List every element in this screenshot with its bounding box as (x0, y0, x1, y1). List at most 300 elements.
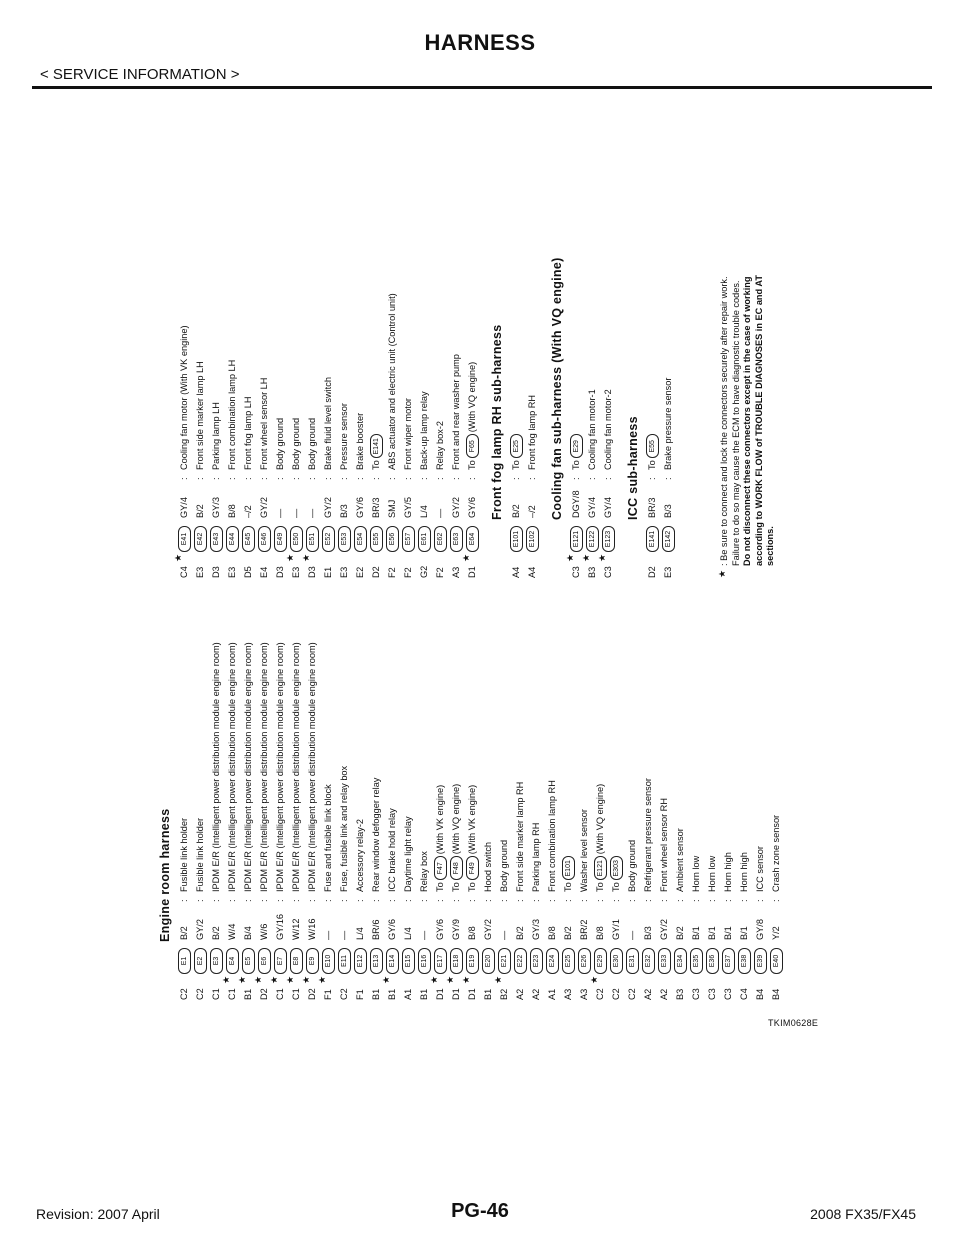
separator-colon: : (755, 899, 765, 902)
star-icon: ★ (589, 975, 599, 984)
connector-row (208, 118, 224, 578)
separator-colon: : (663, 477, 673, 480)
separator-colon: : (531, 899, 541, 902)
connector-color-pins: GY/6 (387, 919, 397, 940)
description-text: Parking lamp RH (531, 822, 541, 892)
connector-row (192, 595, 208, 1000)
section-title-icc: ICC sub-harness (626, 416, 640, 520)
connector-color-pins: BR/2 (579, 919, 589, 940)
separator-colon: : (371, 477, 381, 480)
fog-lamp-rows (508, 118, 540, 578)
connector-description (464, 362, 480, 470)
grid-location: D2 (307, 988, 317, 1000)
connector-row (240, 118, 256, 578)
description-text: Body ground (499, 839, 509, 892)
connector-number-badge: E38 (738, 948, 751, 974)
grid-location: D2 (647, 566, 657, 578)
grid-location: C2 (595, 988, 605, 1000)
separator-colon: : (307, 899, 317, 902)
connector-description (416, 391, 432, 470)
connector-description (432, 421, 448, 470)
connector-color-pins: GY/6 (435, 919, 445, 940)
connector-row (493, 595, 512, 1000)
connector-description (704, 856, 720, 892)
description-text: Horn low (707, 855, 717, 892)
connector-row (432, 118, 448, 578)
description-text: Front combination lamp LH (227, 359, 237, 470)
connector-row (589, 595, 608, 1000)
connector-row (253, 595, 272, 1000)
separator-colon: : (211, 477, 221, 480)
grid-location: E3 (227, 566, 237, 578)
description-text: Relay box-2 (435, 420, 445, 470)
grid-location: C2 (195, 988, 205, 1000)
connector-number-badge: E45 (242, 526, 255, 552)
grid-location: B4 (771, 988, 781, 1000)
connector-color-pins: –/2 (527, 505, 537, 518)
connector-number-badge: E56 (386, 526, 399, 552)
connector-color-pins: Y/2 (771, 926, 781, 940)
separator-colon: : (467, 477, 477, 480)
description-text: Body ground (291, 417, 301, 470)
connector-description (768, 815, 784, 892)
description-text: Fuse, fusible link and relay box (339, 765, 349, 892)
connector-number-badge: E141 (646, 526, 659, 552)
connector-description (624, 840, 640, 892)
connector-description (208, 642, 224, 892)
connector-color-pins: GY/3 (531, 919, 541, 940)
separator-colon: : (275, 899, 285, 902)
description-text: Front and rear washer pump (451, 354, 461, 470)
note-line-5: sections. (765, 526, 775, 566)
connector-color-pins: L/4 (403, 927, 413, 940)
separator-colon: : (387, 899, 397, 902)
connector-row (320, 118, 336, 578)
star-icon: ★ (285, 975, 295, 984)
connector-color-pins: SMJ (387, 499, 397, 518)
grid-location: A4 (527, 566, 537, 578)
connector-description (688, 856, 704, 892)
connector-description (560, 854, 576, 892)
connector-description (528, 823, 544, 892)
description-text: Accessory relay-2 (355, 818, 365, 892)
separator-colon: : (403, 477, 413, 480)
connector-row (445, 595, 464, 1000)
connector-row (656, 595, 672, 1000)
grid-location: D1 (467, 988, 477, 1000)
description-text: Washer level sensor (579, 809, 589, 892)
description-tail: (With VK engine) (467, 784, 477, 855)
separator-colon: : (467, 899, 477, 902)
connector-row (660, 118, 676, 578)
connector-color-pins: –/2 (243, 505, 253, 518)
connector-number-badge: E6 (258, 948, 271, 974)
connector-number-badge: E4 (226, 948, 239, 974)
description-text: Cooling fan motor (With VK engine) (179, 325, 189, 470)
page-title: HARNESS (424, 30, 536, 55)
connector-number-badge: E29 (594, 948, 607, 974)
connector-row (512, 595, 528, 1000)
connector-description (320, 377, 336, 470)
connector-description (304, 642, 320, 892)
connector-row (736, 595, 752, 1000)
note-line-1: : Be sure to connect and lock the connectors securely after repair work. (719, 276, 729, 566)
description-text: Fusible link holder (195, 817, 205, 892)
connector-color-pins: B/2 (195, 504, 205, 518)
connector-number-badge: E1 (178, 948, 191, 974)
description-text: Body ground (275, 417, 285, 470)
description-tail: (With VQ engine) (595, 783, 605, 855)
connector-description (272, 642, 288, 892)
separator-colon: : (723, 899, 733, 902)
description-text: Cooling fan motor-1 (587, 389, 597, 470)
connector-color-pins: — (291, 508, 301, 518)
description-text: Pressure sensor (339, 403, 349, 470)
connector-number-badge: E31 (626, 948, 639, 974)
connector-color-pins: DGY/8 (571, 490, 581, 518)
connector-number-badge: E121 (570, 526, 583, 552)
separator-colon: : (403, 899, 413, 902)
description-text: Refrigerant pressure sensor (643, 778, 653, 892)
connector-description (584, 389, 600, 470)
separator-colon: : (211, 899, 221, 902)
description-text: To (371, 460, 381, 470)
connector-row (336, 595, 352, 1000)
grid-location: C3 (723, 988, 733, 1000)
connector-row (224, 118, 240, 578)
connector-description (656, 798, 672, 892)
connector-color-pins: B/3 (663, 504, 673, 518)
connector-row (640, 595, 656, 1000)
separator-colon: : (435, 899, 445, 902)
connector-number-badge: E53 (338, 526, 351, 552)
star-icon: ★ (253, 975, 263, 984)
connector-description (256, 642, 272, 892)
grid-location: A3 (579, 988, 589, 1000)
connector-number-badge: E23 (530, 948, 543, 974)
connector-number-badge: E10 (322, 948, 335, 974)
connector-row (416, 118, 432, 578)
connector-row (237, 595, 256, 1000)
reference-connector-badge: E101 (562, 856, 575, 880)
grid-location: C2 (339, 988, 349, 1000)
connector-number-badge: E18 (450, 948, 463, 974)
connector-number-badge: E35 (690, 948, 703, 974)
connector-number-badge: E43 (210, 526, 223, 552)
connector-number-badge: E42 (194, 526, 207, 552)
grid-location: B1 (483, 988, 493, 1000)
grid-location: E2 (355, 566, 365, 578)
connector-row (317, 595, 336, 1000)
connector-description (432, 785, 448, 892)
connector-description (368, 432, 384, 470)
separator-colon: : (179, 899, 189, 902)
connector-description (752, 846, 768, 892)
connector-color-pins: BR/3 (647, 497, 657, 518)
connector-color-pins: GY/6 (355, 497, 365, 518)
description-text: Relay box (419, 851, 429, 892)
connector-description (240, 642, 256, 892)
star-icon: ★ (429, 975, 439, 984)
connector-description (644, 432, 660, 470)
connector-description (480, 842, 496, 892)
grid-location: A2 (515, 988, 525, 1000)
section-title-fog-lamp: Front fog lamp RH sub-harness (490, 324, 504, 520)
separator-colon: : (451, 899, 461, 902)
figure-id: TKIM0628E (768, 1018, 819, 1028)
grid-location: D3 (211, 566, 221, 578)
connector-row (352, 595, 368, 1000)
connector-number-badge: E33 (658, 948, 671, 974)
connector-number-badge: E51 (306, 526, 319, 552)
connector-description (576, 809, 592, 892)
connector-number-badge: E41 (178, 526, 191, 552)
grid-location: E3 (291, 566, 301, 578)
separator-colon: : (483, 899, 493, 902)
connector-color-pins: B/8 (595, 926, 605, 940)
connector-color-pins: GY/4 (603, 497, 613, 518)
grid-location: C4 (179, 566, 189, 578)
star-icon: ★ (581, 553, 591, 562)
separator-colon: : (643, 899, 653, 902)
connector-number-badge: E61 (418, 526, 431, 552)
connector-description (272, 418, 288, 470)
grid-location: C3 (707, 988, 717, 1000)
connector-color-pins: — (627, 930, 637, 940)
connector-number-badge: E57 (402, 526, 415, 552)
description-text: IPDM E/R (Intelligent power distribution module engine room) (227, 642, 237, 892)
grid-location: D2 (259, 988, 269, 1000)
description-text: ICC brake hold relay (387, 808, 397, 892)
connector-description (208, 402, 224, 470)
connector-description (336, 766, 352, 892)
connector-description (660, 378, 676, 470)
description-text: To (511, 460, 521, 470)
grid-location: C3 (603, 566, 613, 578)
connector-row (544, 595, 560, 1000)
connector-description (336, 403, 352, 470)
separator-colon: : (611, 899, 621, 902)
connector-row (256, 118, 272, 578)
connector-description (304, 418, 320, 470)
reference-connector-badge: F47 (434, 856, 447, 880)
reference-connector-badge: E303 (610, 856, 623, 880)
reference-connector-badge: E121 (594, 856, 607, 880)
star-icon: ★ (717, 569, 727, 578)
description-text: Front combination lamp RH (547, 780, 557, 892)
connector-number-badge: E122 (586, 526, 599, 552)
separator-colon: : (691, 899, 701, 902)
description-text: IPDM E/R (Intelligent power distribution module engine room) (307, 642, 317, 892)
connector-color-pins: B/3 (643, 926, 653, 940)
connector-color-pins: GY/2 (483, 919, 493, 940)
grid-location: A3 (563, 988, 573, 1000)
connector-number-badge: E26 (578, 948, 591, 974)
connector-color-pins: — (339, 930, 349, 940)
grid-location: F2 (387, 567, 397, 578)
connector-row (368, 118, 384, 578)
separator-colon: : (571, 477, 581, 480)
grid-location: F1 (355, 989, 365, 1000)
separator-colon: : (659, 899, 669, 902)
description-text: Back-up lamp relay (419, 391, 429, 470)
connector-number-badge: E30 (610, 948, 623, 974)
separator-colon: : (419, 899, 429, 902)
connector-number-badge: E39 (754, 948, 767, 974)
connector-row (285, 118, 304, 578)
connector-description (608, 854, 624, 892)
connector-number-badge: E64 (466, 526, 479, 552)
connector-number-badge: E50 (290, 526, 303, 552)
grid-location: G2 (419, 565, 429, 578)
connector-number-badge: E123 (602, 526, 615, 552)
description-tail: (With VQ engine) (451, 783, 461, 855)
description-text: Cooling fan motor-2 (603, 389, 613, 470)
connector-number-badge: E62 (434, 526, 447, 552)
description-text: Front fog lamp LH (243, 396, 253, 470)
connector-description (524, 395, 540, 470)
description-text: Ambient sensor (675, 828, 685, 892)
connector-description (192, 361, 208, 470)
connector-row (461, 595, 480, 1000)
connector-description (384, 293, 400, 470)
column-left (154, 595, 784, 1000)
description-text: Body ground (627, 839, 637, 892)
connector-color-pins: B/1 (707, 926, 717, 940)
description-text: To (467, 460, 477, 470)
connector-color-pins: GY/8 (755, 919, 765, 940)
separator-colon: : (291, 899, 301, 902)
grid-location: C2 (179, 988, 189, 1000)
connector-number-badge: E101 (510, 526, 523, 552)
separator-colon: : (355, 899, 365, 902)
description-text: IPDM E/R (Intelligent power distribution module engine room) (211, 642, 221, 892)
connector-description (176, 325, 192, 470)
separator-colon: : (179, 477, 189, 480)
connector-row (624, 595, 640, 1000)
connector-number-badge: E3 (210, 948, 223, 974)
connector-row (672, 595, 688, 1000)
connector-color-pins: GY/16 (275, 913, 285, 940)
connector-row (720, 595, 736, 1000)
separator-colon: : (435, 477, 445, 480)
description-text: Front wiper motor (403, 398, 413, 470)
grid-location: E1 (323, 566, 333, 578)
connector-color-pins: B/3 (339, 504, 349, 518)
separator-colon: : (291, 477, 301, 480)
separator-colon: : (587, 477, 597, 480)
separator-colon: : (275, 477, 285, 480)
connector-row (704, 595, 720, 1000)
connector-row (480, 595, 496, 1000)
connector-row (176, 595, 192, 1000)
separator-colon: : (627, 899, 637, 902)
connector-row (400, 118, 416, 578)
description-text: Fuse and fusible link block (323, 784, 333, 892)
connector-number-badge: E46 (258, 526, 271, 552)
grid-location: C3 (571, 566, 581, 578)
star-icon: ★ (493, 975, 503, 984)
connector-description (464, 785, 480, 892)
connector-description (368, 778, 384, 892)
separator-colon: : (419, 477, 429, 480)
connector-description (256, 378, 272, 470)
connector-description (352, 819, 368, 892)
connector-number-badge: E102 (526, 526, 539, 552)
connector-number-badge: E8 (290, 948, 303, 974)
footer-model: 2008 FX35/FX45 (810, 1206, 916, 1222)
description-text: Horn high (739, 852, 749, 892)
separator-colon: : (307, 477, 317, 480)
connector-description (352, 413, 368, 470)
connector-number-badge: E11 (338, 948, 351, 974)
connector-number-badge: E9 (306, 948, 319, 974)
connector-row (448, 118, 464, 578)
connector-row (524, 118, 540, 578)
connector-row (581, 118, 600, 578)
reference-connector-badge: F49 (466, 856, 479, 880)
connector-color-pins: B/1 (691, 926, 701, 940)
connector-number-badge: E2 (194, 948, 207, 974)
connector-color-pins: — (307, 508, 317, 518)
description-text: Front fog lamp RH (527, 394, 537, 470)
connector-number-badge: E15 (402, 948, 415, 974)
description-text: To (595, 882, 605, 892)
connector-row (384, 118, 400, 578)
connector-number-badge: E37 (722, 948, 735, 974)
connector-row (221, 595, 240, 1000)
grid-location: B1 (243, 988, 253, 1000)
connector-description (384, 808, 400, 892)
connector-color-pins: W/16 (307, 918, 317, 940)
separator-colon: : (451, 477, 461, 480)
description-text: ICC sensor (755, 846, 765, 892)
connector-description (448, 354, 464, 470)
connector-color-pins: B/8 (547, 926, 557, 940)
section-subtitle: < SERVICE INFORMATION > (40, 66, 240, 83)
grid-location: A2 (643, 988, 653, 1000)
connector-number-badge: E55 (370, 526, 383, 552)
connector-color-pins: BR/6 (371, 919, 381, 940)
grid-location: D5 (243, 566, 253, 578)
description-text: IPDM E/R (Intelligent power distribution module engine room) (259, 642, 269, 892)
harness-table-rotated (154, 120, 794, 1000)
grid-location: D2 (371, 566, 381, 578)
separator-colon: : (387, 477, 397, 480)
connector-color-pins: — (275, 508, 285, 518)
connector-number-badge: E54 (354, 526, 367, 552)
connector-description (508, 432, 524, 470)
connector-color-pins: — (435, 508, 445, 518)
description-tail: (With VQ engine) (467, 361, 477, 433)
grid-location: A3 (451, 566, 461, 578)
connector-color-pins: GY/1 (611, 919, 621, 940)
description-text: To (571, 460, 581, 470)
description-text: To (647, 460, 657, 470)
grid-location: B1 (387, 988, 397, 1000)
star-icon: ★ (461, 975, 471, 984)
grid-location: B1 (419, 988, 429, 1000)
connector-color-pins: GY/2 (659, 919, 669, 940)
description-text: Daytime light relay (403, 816, 413, 892)
connector-row (301, 595, 320, 1000)
star-icon: ★ (317, 975, 327, 984)
connector-number-badge: E34 (674, 948, 687, 974)
connector-row (752, 595, 768, 1000)
grid-location: D1 (451, 988, 461, 1000)
description-text: Hood switch (483, 841, 493, 892)
footer-revision: Revision: 2007 April (36, 1206, 160, 1222)
